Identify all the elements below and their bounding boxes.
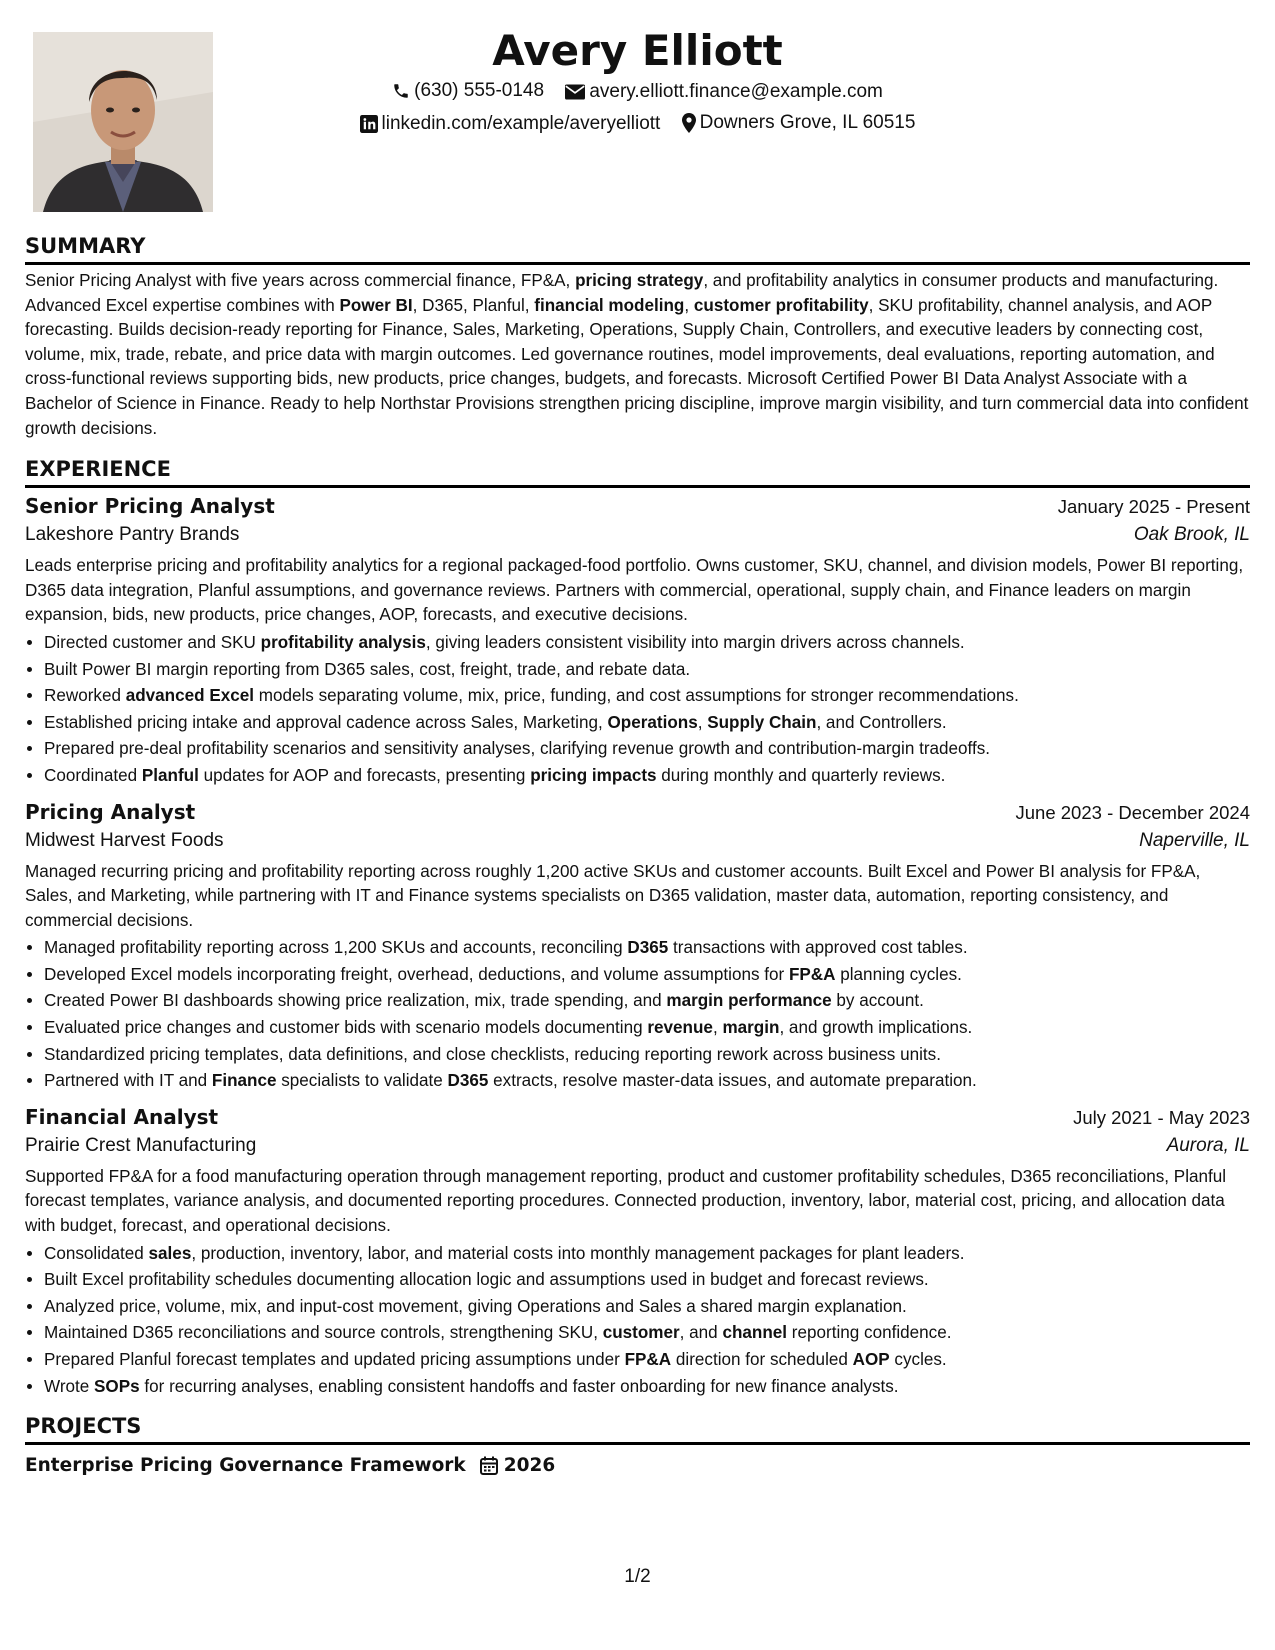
- job-bullet: • Built Excel profitability schedules documenting allocation logic and assumptions used in budget and forecast reviews.: [44, 1267, 1250, 1294]
- job-bullet: • Evaluated price changes and customer bids with scenario models documenting revenue, margin, and growth implications.: [44, 1015, 1250, 1042]
- job-bullet: • Managed profitability reporting across 1,200 SKUs and accounts, reconciling D365 transactions with approved cost tables.: [44, 935, 1250, 962]
- job-bullets: [25, 630, 1250, 790]
- job-bullets: [25, 935, 1250, 1095]
- job-bullet: • Reworked advanced Excel models separating volume, mix, price, funding, and cost assumptions for stronger recommendations.: [44, 683, 1250, 710]
- experience-heading: EXPERIENCE: [25, 457, 1250, 488]
- job-bullet: • Coordinated Planful updates for AOP and forecasts, presenting pricing impacts during monthly and quarterly reviews.: [44, 763, 1250, 790]
- project-name: Enterprise Pricing Governance Framework: [25, 1455, 466, 1477]
- projects-heading: PROJECTS: [25, 1414, 1250, 1445]
- contact-location: [682, 112, 916, 134]
- job-description: Managed recurring pricing and profitability reporting across roughly 1,200 active SKUs and customer accounts. Built Excel and Power BI analysis for FP&A, Sales, and Marketing, while partnering with IT and Finance systems specialists on D365 validation, master data, automation, reporting consistency, and commercial decisions.: [25, 861, 1201, 930]
- job-dates: July 2021 - May 2023: [1073, 1106, 1250, 1128]
- job-bullet: • Built Power BI margin reporting from D365 sales, cost, freight, trade, and rebate data.: [44, 657, 1250, 684]
- job-title: Financial Analyst: [25, 1104, 219, 1129]
- summary-heading: SUMMARY: [25, 234, 1250, 265]
- envelope-icon: [565, 84, 585, 100]
- job-bullet: • Partnered with IT and Finance specialists to validate D365 extracts, resolve master-data issues, and automate preparation.: [44, 1068, 1250, 1095]
- contact-email[interactable]: [565, 81, 883, 103]
- job-subheader: [25, 1135, 1250, 1157]
- job-bullet: • Established pricing intake and approval cadence across Sales, Marketing, Operations, Supply Chain, and Controllers.: [44, 710, 1250, 737]
- experience-list: [25, 494, 1250, 1400]
- job-bullet: • Analyzed price, volume, mix, and input-cost movement, giving Operations and Sales a shared margin explanation.: [44, 1294, 1250, 1321]
- job-company: Lakeshore Pantry Brands: [25, 524, 240, 546]
- job-subheader: [25, 524, 1250, 546]
- job-entry: [25, 494, 1250, 789]
- map-pin-icon: [682, 113, 696, 133]
- job-dates: June 2023 - December 2024: [1015, 801, 1250, 823]
- job-bullet: • Prepared pre-deal profitability scenarios and sensitivity analyses, clarifying revenue growth and contribution-margin tradeoffs.: [44, 736, 1250, 763]
- job-bullet: • Maintained D365 reconciliations and source controls, strengthening SKU, customer, and channel reporting confidence.: [44, 1320, 1250, 1347]
- resume-page: [25, 26, 1250, 1477]
- contact-line-2: [25, 112, 1250, 139]
- job-location: Oak Brook, IL: [1133, 524, 1250, 546]
- job-company: Prairie Crest Manufacturing: [25, 1134, 257, 1156]
- job-bullet: • Consolidated sales, production, inventory, labor, and material costs into monthly management packages for plant leaders.: [44, 1241, 1250, 1268]
- phone-text: (630) 555-0148: [414, 80, 545, 101]
- job-subheader: [25, 830, 1250, 852]
- job-bullet: • Directed customer and SKU profitability analysis, giving leaders consistent visibility into margin drivers across channels.: [44, 630, 1250, 657]
- candidate-name: Avery Elliott: [492, 26, 783, 75]
- job-header: [25, 1105, 1250, 1129]
- resume-header: [25, 26, 1250, 212]
- phone-icon: [392, 82, 410, 100]
- job-title: Senior Pricing Analyst: [25, 494, 275, 519]
- job-dates: January 2025 - Present: [1057, 496, 1250, 518]
- job-header: [25, 494, 1250, 518]
- contact-phone[interactable]: [392, 80, 544, 102]
- job-location: Aurora, IL: [1166, 1134, 1250, 1156]
- job-location: Naperville, IL: [1139, 829, 1250, 851]
- summary-text: Senior Pricing Analyst with five years across commercial finance, FP&A, pricing strategy, and profitability analytics in consumer products and manufacturing. Advanced Excel expertise combines with Power BI, D365, Planful, financial modeling, customer profitability, SKU profitability, channel analysis, and AOP forecasting. Builds decision-ready reporting for Finance, Sales, Marketing, Operations, Supply Chain, Controllers, and executive leaders by connecting cost, volume, mix, trade, rebate, and price data with margin outcomes. Led governance routines, model improvements, deal evaluations, reporting automation, and cross-functional reviews supporting bids, new products, price changes, budgets, and forecasts. Microsoft Certified Power BI Data Analyst Associate with a Bachelor of Science in Finance. Ready to help Northstar Provisions strengthen pricing discipline, improve margin visibility, and turn commercial data into confident growth decisions.: [25, 271, 1249, 438]
- linkedin-icon: [360, 115, 378, 133]
- project-item: [25, 1455, 1250, 1476]
- email-text: avery.elliott.finance@example.com: [589, 81, 883, 102]
- job-bullet: • Standardized pricing templates, data definitions, and close checklists, reducing reporting rework across business units.: [44, 1042, 1250, 1069]
- job-entry: [25, 1105, 1250, 1400]
- linkedin-text: linkedin.com/example/averyelliott: [381, 113, 661, 134]
- project-year: 2026: [503, 1455, 556, 1477]
- job-description: Supported FP&A for a food manufacturing operation through management reporting, product and customer profitability schedules, D365 reconciliations, Planful forecast templates, variance analysis, and documented reporting procedures. Connected production, inventory, labor, material cost, pricing, and allocation data with budget, forecast, and operational decisions.: [25, 1166, 1227, 1236]
- job-header: [25, 800, 1250, 824]
- job-entry: [25, 800, 1250, 1095]
- location-text: Downers Grove, IL 60515: [699, 112, 916, 133]
- job-bullet: • Created Power BI dashboards showing price realization, mix, trade spending, and margin performance by account.: [44, 988, 1250, 1015]
- job-description: Leads enterprise pricing and profitability analytics for a regional packaged-food portfolio. Owns customer, SKU, channel, and division models, Power BI reporting, D365 data integration, Planful assumptions, and governance reviews. Partners with commercial, operational, supply chain, and Finance leaders on margin expansion, bids, new products, price changes, AOP, forecasts, and executive decisions.: [25, 556, 1244, 625]
- job-bullets: [25, 1241, 1250, 1401]
- job-bullet: • Wrote SOPs for recurring analyses, enabling consistent handoffs and faster onboarding for new finance analysts.: [44, 1374, 1250, 1401]
- job-bullet: • Prepared Planful forecast templates and updated pricing assumptions under FP&A direction for scheduled AOP cycles.: [44, 1347, 1250, 1374]
- contact-linkedin[interactable]: [360, 113, 661, 135]
- page-number: 1/2: [624, 1566, 651, 1587]
- job-company: Midwest Harvest Foods: [25, 829, 224, 851]
- calendar-icon: [480, 1456, 498, 1475]
- job-bullet: • Developed Excel models incorporating freight, overhead, deductions, and volume assumptions for FP&A planning cycles.: [44, 962, 1250, 989]
- contact-line-1: [25, 80, 1250, 106]
- job-title: Pricing Analyst: [25, 799, 196, 824]
